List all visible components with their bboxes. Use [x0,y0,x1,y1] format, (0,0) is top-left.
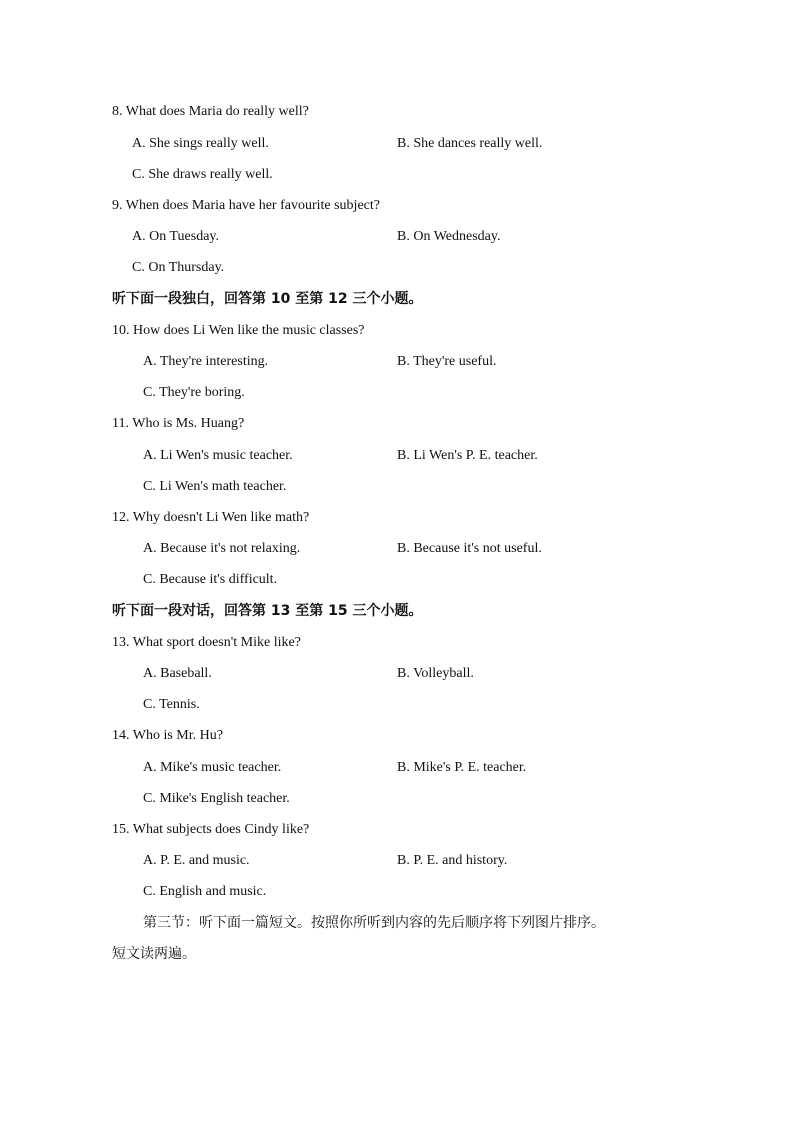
question-13: 13. What sport doesn't Mike like? [112,635,301,650]
q13-option-c: C. Tennis. [143,697,200,712]
q9-option-c: C. On Thursday. [132,260,225,275]
q10-option-a: A. They're interesting. [143,354,269,369]
q8-option-b: B. She dances really well. [397,136,543,151]
q10-option-c: C. They're boring. [143,385,245,400]
q8-option-c: C. She draws really well. [132,167,273,182]
question-8: 8. What does Maria do really well? [112,104,309,119]
q15-option-a: A. P. E. and music. [143,853,250,868]
question-9: 9. When does Maria have her favourite subject? [112,198,380,213]
q15-option-c: C. English and music. [143,884,267,899]
q11-option-b: B. Li Wen's P. E. teacher. [397,448,538,463]
q12-option-c: C. Because it's difficult. [143,572,278,587]
q13-option-a: A. Baseball. [143,666,212,681]
section-heading-dialogue: 听下面一段对话，回答第 13 至第 15 三个小题。 [112,603,423,619]
q12-option-b: B. Because it's not useful. [397,541,542,556]
question-11: 11. Who is Ms. Huang? [112,416,245,431]
q14-option-c: C. Mike's English teacher. [143,791,290,806]
section-heading-monologue: 听下面一段独白，回答第 10 至第 12 三个小题。 [112,291,423,307]
q9-option-b: B. On Wednesday. [397,229,501,244]
q11-option-c: C. Li Wen's math teacher. [143,479,287,494]
question-10: 10. How does Li Wen like the music classes? [112,323,365,338]
section-three-instruction: 第三节：听下面一篇短文。按照你所听到内容的先后顺序将下列图片排序。 [143,915,605,931]
q15-option-b: B. P. E. and history. [397,853,508,868]
q9-option-a: A. On Tuesday. [132,229,219,244]
q12-option-a: A. Because it's not relaxing. [143,541,301,556]
q11-option-a: A. Li Wen's music teacher. [143,448,293,463]
q14-option-b: B. Mike's P. E. teacher. [397,760,527,775]
q8-option-a: A. She sings really well. [132,136,269,151]
question-14: 14. Who is Mr. Hu? [112,728,223,743]
question-15: 15. What subjects does Cindy like? [112,822,310,837]
q10-option-b: B. They're useful. [397,354,497,369]
question-12: 12. Why doesn't Li Wen like math? [112,510,310,525]
q14-option-a: A. Mike's music teacher. [143,760,282,775]
section-three-instruction-cont: 短文读两遍。 [112,946,196,962]
q13-option-b: B. Volleyball. [397,666,474,681]
